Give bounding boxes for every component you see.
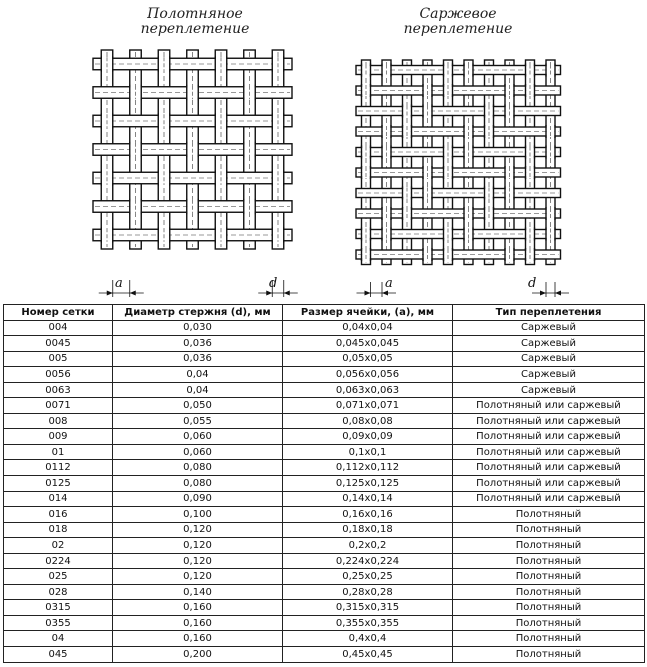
cell-mesh-number: 0125 (4, 476, 113, 492)
cell-cell-size: 0,112x0,112 (283, 460, 453, 476)
cell-wire-diameter: 0,140 (113, 584, 283, 600)
cell-mesh-number: 018 (4, 522, 113, 538)
cell-mesh-number: 014 (4, 491, 113, 507)
cell-mesh-number: 028 (4, 584, 113, 600)
cell-wire-diameter: 0,120 (113, 553, 283, 569)
cell-cell-size: 0,056x0,056 (283, 367, 453, 383)
cell-weave-type: Полотняный (453, 538, 645, 554)
cell-wire-diameter: 0,080 (113, 460, 283, 476)
cell-weave-type: Полотняный или саржевый (453, 429, 645, 445)
cell-wire-diameter: 0,050 (113, 398, 283, 414)
table-row (4, 382, 645, 398)
header-weave-type: Тип переплетения (453, 305, 645, 321)
table-row (4, 336, 645, 352)
cell-wire-diameter: 0,04 (113, 382, 283, 398)
table-row (4, 647, 645, 663)
cell-weave-type: Полотняный или саржевый (453, 444, 645, 460)
cell-mesh-number: 04 (4, 631, 113, 647)
cell-weave-type: Полотняный или саржевый (453, 460, 645, 476)
cell-wire-diameter: 0,160 (113, 600, 283, 616)
cell-cell-size: 0,16x0,16 (283, 507, 453, 523)
table-row (4, 522, 645, 538)
plain-weave-label-a: a (115, 276, 123, 291)
cell-mesh-number: 0224 (4, 553, 113, 569)
twill-weave-label-a: a (385, 276, 393, 291)
cell-mesh-number: 025 (4, 569, 113, 585)
cell-wire-diameter: 0,036 (113, 351, 283, 367)
table-body (4, 320, 645, 662)
table-row (4, 615, 645, 631)
table-row (4, 413, 645, 429)
cell-wire-diameter: 0,200 (113, 647, 283, 663)
table-row (4, 429, 645, 445)
cell-weave-type: Саржевый (453, 320, 645, 336)
cell-mesh-number: 0355 (4, 615, 113, 631)
cell-weave-type: Полотняный (453, 584, 645, 600)
cell-cell-size: 0,08x0,08 (283, 413, 453, 429)
table-row (4, 631, 645, 647)
cell-cell-size: 0,4x0,4 (283, 631, 453, 647)
table-row (4, 584, 645, 600)
table-row (4, 398, 645, 414)
cell-weave-type: Полотняный (453, 615, 645, 631)
cell-cell-size: 0,2x0,2 (283, 538, 453, 554)
cell-mesh-number: 016 (4, 507, 113, 523)
dimension-arrow (266, 291, 272, 296)
twill-weave-title-line1: Саржевое (419, 6, 497, 22)
cell-weave-type: Полотняный (453, 507, 645, 523)
cell-weave-type: Саржевый (453, 367, 645, 383)
cell-mesh-number: 045 (4, 647, 113, 663)
cell-wire-diameter: 0,120 (113, 569, 283, 585)
twill-weave-title-line2: переплетение (403, 21, 513, 37)
cell-mesh-number: 02 (4, 538, 113, 554)
table-row (4, 444, 645, 460)
table-row (4, 320, 645, 336)
plain-weave-title-line2: переплетение (140, 21, 250, 37)
cell-cell-size: 0,125x0,125 (283, 476, 453, 492)
table-row (4, 600, 645, 616)
cell-mesh-number: 01 (4, 444, 113, 460)
table-row (4, 460, 645, 476)
twill-weave-diagram (348, 0, 568, 300)
cell-wire-diameter: 0,120 (113, 522, 283, 538)
mesh-spec-table (3, 304, 645, 663)
table-row (4, 491, 645, 507)
cell-weave-type: Полотняный (453, 522, 645, 538)
cell-wire-diameter: 0,036 (113, 336, 283, 352)
plain-weave-title-line1: Полотняное (147, 6, 243, 22)
cell-mesh-number: 009 (4, 429, 113, 445)
cell-cell-size: 0,1x0,1 (283, 444, 453, 460)
cell-wire-diameter: 0,060 (113, 444, 283, 460)
twill-weave-drawing (348, 0, 568, 300)
cell-wire-diameter: 0,120 (113, 538, 283, 554)
twill-weave-label-d: d (528, 276, 537, 291)
cell-wire-diameter: 0,160 (113, 615, 283, 631)
cell-cell-size: 0,063x0,063 (283, 382, 453, 398)
cell-wire-diameter: 0,080 (113, 476, 283, 492)
cell-weave-type: Полотняный (453, 553, 645, 569)
table-row (4, 507, 645, 523)
header-cell-size: Размер ячейки, (a), мм (283, 305, 453, 321)
cell-cell-size: 0,28x0,28 (283, 584, 453, 600)
cell-mesh-number: 0071 (4, 398, 113, 414)
dimension-arrow (130, 291, 136, 296)
cell-cell-size: 0,355x0,355 (283, 615, 453, 631)
cell-mesh-number: 0056 (4, 367, 113, 383)
table-row (4, 351, 645, 367)
cell-weave-type: Саржевый (453, 336, 645, 352)
cell-weave-type: Полотняный (453, 647, 645, 663)
dimension-arrow (284, 291, 290, 296)
table-row (4, 476, 645, 492)
table-row (4, 538, 645, 554)
cell-cell-size: 0,045x0,045 (283, 336, 453, 352)
cell-cell-size: 0,05x0,05 (283, 351, 453, 367)
cell-mesh-number: 0315 (4, 600, 113, 616)
cell-mesh-number: 0063 (4, 382, 113, 398)
cell-weave-type: Полотняный или саржевый (453, 413, 645, 429)
cell-mesh-number: 005 (4, 351, 113, 367)
cell-cell-size: 0,14x0,14 (283, 491, 453, 507)
table-row (4, 367, 645, 383)
cell-cell-size: 0,071x0,071 (283, 398, 453, 414)
dimension-arrow (555, 291, 561, 296)
cell-cell-size: 0,25x0,25 (283, 569, 453, 585)
cell-wire-diameter: 0,030 (113, 320, 283, 336)
dimension-arrow (382, 291, 388, 296)
cell-mesh-number: 004 (4, 320, 113, 336)
table-row (4, 569, 645, 585)
cell-wire-diameter: 0,090 (113, 491, 283, 507)
cell-wire-diameter: 0,04 (113, 367, 283, 383)
cell-weave-type: Полотняный (453, 569, 645, 585)
cell-weave-type: Саржевый (453, 351, 645, 367)
cell-wire-diameter: 0,160 (113, 631, 283, 647)
plain-weave-drawing (80, 0, 310, 300)
cell-mesh-number: 008 (4, 413, 113, 429)
cell-cell-size: 0,04x0,04 (283, 320, 453, 336)
cell-cell-size: 0,315x0,315 (283, 600, 453, 616)
dimension-arrow (107, 291, 113, 296)
cell-weave-type: Полотняный или саржевый (453, 491, 645, 507)
plain-weave-diagram (80, 0, 310, 300)
cell-weave-type: Полотняный (453, 600, 645, 616)
dimension-arrow (365, 291, 371, 296)
dimension-arrow (540, 291, 546, 296)
cell-weave-type: Саржевый (453, 382, 645, 398)
cell-cell-size: 0,224x0,224 (283, 553, 453, 569)
cell-cell-size: 0,18x0,18 (283, 522, 453, 538)
header-mesh-number: Номер сетки (4, 305, 113, 321)
plain-weave-label-d: d (269, 276, 278, 291)
cell-wire-diameter: 0,060 (113, 429, 283, 445)
cell-cell-size: 0,45x0,45 (283, 647, 453, 663)
cell-weave-type: Полотняный или саржевый (453, 398, 645, 414)
cell-mesh-number: 0112 (4, 460, 113, 476)
table-header-row (4, 305, 645, 321)
cell-weave-type: Полотняный или саржевый (453, 476, 645, 492)
cell-wire-diameter: 0,055 (113, 413, 283, 429)
cell-cell-size: 0,09x0,09 (283, 429, 453, 445)
cell-mesh-number: 0045 (4, 336, 113, 352)
cell-weave-type: Полотняный (453, 631, 645, 647)
table-row (4, 553, 645, 569)
header-wire-diameter: Диаметр стержня (d), мм (113, 305, 283, 321)
cell-wire-diameter: 0,100 (113, 507, 283, 523)
